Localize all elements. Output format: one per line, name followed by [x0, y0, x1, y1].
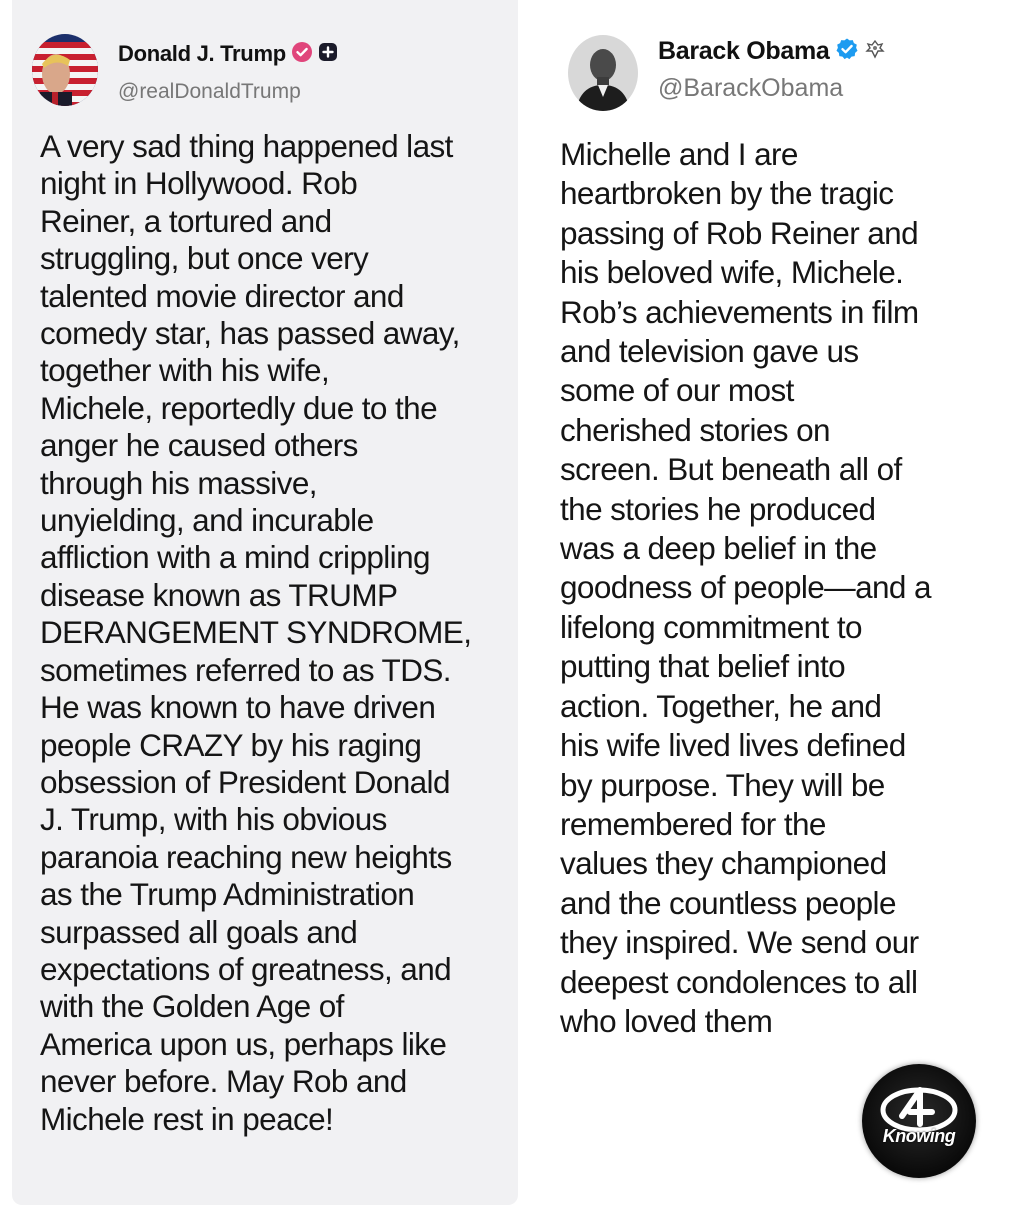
obama-handle[interactable]: @BarackObama — [658, 74, 844, 102]
obama-post-text: Michelle and I are heartbroken by the tragic passing of Rob Reiner and his beloved wife, Michele. Rob’s achievements in film and television gave us some of our most cherished stories on screen. But beneath all of the stories he produced was a deep belief in the goodness of people—and a lifelong commitment to putting that belief into action. Together, he and his wife lived lives defined by purpose. They will be remembered for the values they championed and the countless people they inspired. We send our deepest condolences to all who loved them — [560, 136, 931, 1039]
government-seal-icon — [864, 38, 886, 65]
trump-name-row — [118, 38, 338, 70]
plus-badge-icon — [318, 42, 338, 67]
obama-avatar[interactable] — [568, 35, 638, 111]
verified-badge-icon — [291, 41, 313, 68]
watermark-label: Knowing — [882, 1126, 956, 1146]
obama-display-name[interactable]: Barack Obama — [658, 36, 830, 65]
obama-name-row — [658, 34, 886, 68]
verified-badge-icon — [835, 37, 859, 66]
flag-portrait-avatar-icon — [32, 34, 98, 106]
trump-handle[interactable]: @realDonaldTrump — [118, 80, 301, 103]
trump-post-text: A very sad thing happened last night in Hollywood. Rob Reiner, a tortured and struggling, but once very talented movie director and comedy star, has passed away, together with his wife, Michele, reportedly due to the anger he caused others through his massive, unyielding, and incurable affliction with a mind crippling disease known as TRUMP DERANGEMENT SYNDROME, sometimes referred to as TDS. He was known to have driven people CRAZY by his raging obsession of President Donald J. Trump, with his obvious paranoia reaching new heights as the Trump Administration surpassed all goals and expectations of greatness, and with the Golden Age of America upon us, perhaps like never before. May Rob and Michele rest in peace! — [40, 128, 472, 1137]
knowing-watermark — [862, 1064, 976, 1178]
trump-avatar[interactable] — [32, 34, 98, 106]
knowing-logo-icon — [862, 1064, 976, 1178]
portrait-avatar-icon — [568, 35, 638, 111]
trump-display-name[interactable]: Donald J. Trump — [118, 41, 286, 66]
